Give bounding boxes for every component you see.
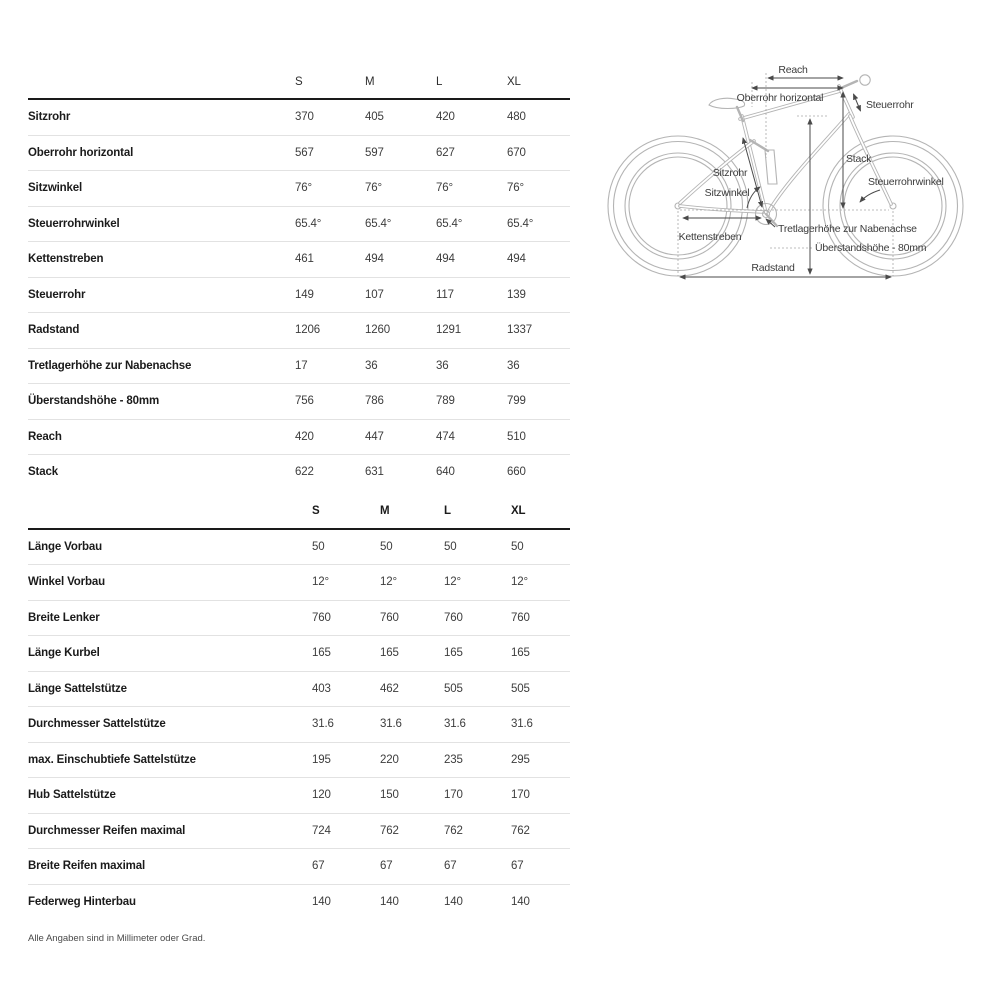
cell-value: 660 xyxy=(507,466,526,479)
cell-value: 12° xyxy=(444,576,461,589)
cell-value: 139 xyxy=(507,288,526,301)
table-row xyxy=(28,455,570,490)
row-label: Länge Vorbau xyxy=(28,540,103,553)
cell-value: 31.6 xyxy=(444,718,466,731)
cell-value: 12° xyxy=(511,576,528,589)
column-header: M xyxy=(365,76,375,88)
cell-value: 505 xyxy=(511,682,530,695)
cell-value: 760 xyxy=(380,611,399,624)
geometry-tables-section xyxy=(28,66,570,944)
cell-value: 76° xyxy=(295,182,312,195)
table-row xyxy=(28,530,570,566)
cell-value: 760 xyxy=(444,611,463,624)
cell-value: 170 xyxy=(444,789,463,802)
row-label: max. Einschubtiefe Sattelstütze xyxy=(28,753,196,766)
cell-value: 756 xyxy=(295,395,314,408)
cell-value: 405 xyxy=(365,111,384,124)
row-label: Länge Sattelstütze xyxy=(28,682,127,695)
column-header: S xyxy=(312,504,320,517)
cell-value: 67 xyxy=(511,860,524,873)
rear-shock xyxy=(765,150,777,184)
table-row xyxy=(28,100,570,136)
cell-value: 640 xyxy=(436,466,455,479)
row-label: Reach xyxy=(28,430,62,443)
cell-value: 165 xyxy=(380,647,399,660)
table-row xyxy=(28,384,570,420)
row-label: Überstandshöhe - 80mm xyxy=(28,395,160,408)
table-row xyxy=(28,207,570,243)
cell-value: 65.4° xyxy=(507,217,534,230)
cell-value: 50 xyxy=(444,540,457,553)
table-row xyxy=(28,707,570,743)
column-header: S xyxy=(295,76,303,88)
cell-value: 597 xyxy=(365,146,384,159)
frame-geometry-table xyxy=(28,66,570,490)
cell-value: 762 xyxy=(444,824,463,837)
diagram-label-reach: Reach xyxy=(778,64,808,76)
column-header: XL xyxy=(511,504,526,517)
cell-value: 461 xyxy=(295,253,314,266)
cell-value: 149 xyxy=(295,288,314,301)
diagram-label-steuerrohr: Steuerrohr xyxy=(866,99,914,111)
table-row xyxy=(28,171,570,207)
table-row xyxy=(28,136,570,172)
diagram-label-ueberstandshoehe: Überstandshöhe - 80mm xyxy=(815,242,927,254)
cell-value: 31.6 xyxy=(511,718,533,731)
cell-value: 1206 xyxy=(295,324,320,337)
cell-value: 31.6 xyxy=(312,718,334,731)
table-row xyxy=(28,242,570,278)
row-label: Länge Kurbel xyxy=(28,647,100,660)
cell-value: 76° xyxy=(507,182,524,195)
bike-geometry-diagram xyxy=(600,50,1000,300)
row-label: Hub Sattelstütze xyxy=(28,789,116,802)
diagram-label-kettenstreben: Kettenstreben xyxy=(678,231,742,243)
cell-value: 107 xyxy=(365,288,384,301)
diagram-label-radstand: Radstand xyxy=(751,262,795,274)
cell-value: 31.6 xyxy=(380,718,402,731)
cell-value: 1260 xyxy=(365,324,390,337)
table-row xyxy=(28,349,570,385)
row-label: Breite Reifen maximal xyxy=(28,860,146,873)
diagram-label-oberrohr: Oberrohr horizontal xyxy=(736,92,824,104)
column-header: XL xyxy=(507,76,521,88)
diagram-label-steuerrohrwinkel: Steuerrohrwinkel xyxy=(868,176,944,188)
diagram-label-stack: Stack xyxy=(846,153,872,165)
units-footnote: Alle Angaben sind in Millimeter oder Grad. xyxy=(28,933,206,944)
table-header-row xyxy=(28,494,570,530)
cell-value: 67 xyxy=(380,860,393,873)
cell-value: 36 xyxy=(507,359,520,372)
row-label: Federweg Hinterbau xyxy=(28,895,136,908)
cell-value: 76° xyxy=(365,182,382,195)
table-row xyxy=(28,278,570,314)
column-header: L xyxy=(444,504,451,517)
cell-value: 140 xyxy=(380,895,399,908)
cell-value: 1291 xyxy=(436,324,461,337)
cell-value: 12° xyxy=(312,576,329,589)
table-row xyxy=(28,420,570,456)
cell-value: 165 xyxy=(511,647,530,660)
cell-value: 165 xyxy=(444,647,463,660)
cell-value: 170 xyxy=(511,789,530,802)
row-label: Tretlagerhöhe zur Nabenachse xyxy=(28,359,192,372)
cell-value: 480 xyxy=(507,111,526,124)
table-row xyxy=(28,814,570,850)
cell-value: 50 xyxy=(380,540,393,553)
cell-value: 786 xyxy=(365,395,384,408)
cell-value: 760 xyxy=(511,611,530,624)
cell-value: 670 xyxy=(507,146,526,159)
cell-value: 50 xyxy=(511,540,524,553)
cell-value: 50 xyxy=(312,540,325,553)
cell-value: 117 xyxy=(436,288,454,301)
cell-value: 505 xyxy=(444,682,463,695)
cell-value: 36 xyxy=(365,359,378,372)
cell-value: 447 xyxy=(365,430,384,443)
cell-value: 760 xyxy=(312,611,331,624)
diagram-label-tretlagerhoehe: Tretlagerhöhe zur Nabenachse xyxy=(778,223,917,235)
table-row xyxy=(28,743,570,779)
cell-value: 76° xyxy=(436,182,453,195)
cell-value: 235 xyxy=(444,753,463,766)
cell-value: 462 xyxy=(380,682,399,695)
row-label: Stack xyxy=(28,466,58,479)
cell-value: 494 xyxy=(507,253,526,266)
cell-value: 295 xyxy=(511,753,530,766)
row-label: Sitzrohr xyxy=(28,111,71,124)
table-row xyxy=(28,849,570,885)
table-row xyxy=(28,565,570,601)
cell-value: 420 xyxy=(436,111,455,124)
cell-value: 140 xyxy=(444,895,463,908)
cell-value: 120 xyxy=(312,789,331,802)
cell-value: 420 xyxy=(295,430,314,443)
cell-value: 627 xyxy=(436,146,455,159)
row-label: Durchmesser Reifen maximal xyxy=(28,824,186,837)
handlebar-grip xyxy=(860,75,870,85)
cell-value: 762 xyxy=(380,824,399,837)
component-dimensions-table xyxy=(28,494,570,920)
cell-value: 12° xyxy=(380,576,397,589)
cell-value: 403 xyxy=(312,682,331,695)
cell-value: 510 xyxy=(507,430,526,443)
stem xyxy=(841,81,857,88)
cell-value: 762 xyxy=(511,824,530,837)
cell-value: 65.4° xyxy=(365,217,392,230)
table-row xyxy=(28,672,570,708)
cell-value: 36 xyxy=(436,359,449,372)
cell-value: 494 xyxy=(436,253,455,266)
cell-value: 724 xyxy=(312,824,331,837)
cell-value: 65.4° xyxy=(436,217,463,230)
row-label: Kettenstreben xyxy=(28,253,104,266)
row-label: Radstand xyxy=(28,324,80,337)
cell-value: 150 xyxy=(380,789,399,802)
cell-value: 195 xyxy=(312,753,331,766)
table-row xyxy=(28,601,570,637)
cell-value: 631 xyxy=(365,466,384,479)
row-label: Durchmesser Sattelstütze xyxy=(28,718,166,731)
row-label: Sitzwinkel xyxy=(28,182,83,195)
table-header-row xyxy=(28,66,570,100)
table-row xyxy=(28,636,570,672)
cell-value: 1337 xyxy=(507,324,532,337)
cell-value: 65.4° xyxy=(295,217,322,230)
cell-value: 370 xyxy=(295,111,314,124)
cell-value: 17 xyxy=(295,359,308,372)
row-label: Steuerrohr xyxy=(28,288,86,301)
cell-value: 474 xyxy=(436,430,455,443)
row-label: Steuerrohrwinkel xyxy=(28,217,120,230)
cell-value: 220 xyxy=(380,753,399,766)
cell-value: 140 xyxy=(511,895,530,908)
cell-value: 789 xyxy=(436,395,455,408)
row-label: Breite Lenker xyxy=(28,611,100,624)
cell-value: 165 xyxy=(312,647,331,660)
row-label: Winkel Vorbau xyxy=(28,576,105,589)
column-header: L xyxy=(436,76,443,88)
rocker-link xyxy=(750,140,768,151)
cell-value: 799 xyxy=(507,395,526,408)
row-label: Oberrohr horizontal xyxy=(28,146,134,159)
cell-value: 67 xyxy=(444,860,457,873)
cell-value: 622 xyxy=(295,466,314,479)
cell-value: 140 xyxy=(312,895,331,908)
table-row xyxy=(28,885,570,920)
cell-value: 494 xyxy=(365,253,384,266)
diagram-label-sitzwinkel: Sitzwinkel xyxy=(704,187,750,199)
column-header: M xyxy=(380,504,390,517)
cell-value: 567 xyxy=(295,146,314,159)
table-row xyxy=(28,313,570,349)
table-row xyxy=(28,778,570,814)
diagram-label-sitzrohr: Sitzrohr xyxy=(712,167,748,179)
cell-value: 67 xyxy=(312,860,325,873)
